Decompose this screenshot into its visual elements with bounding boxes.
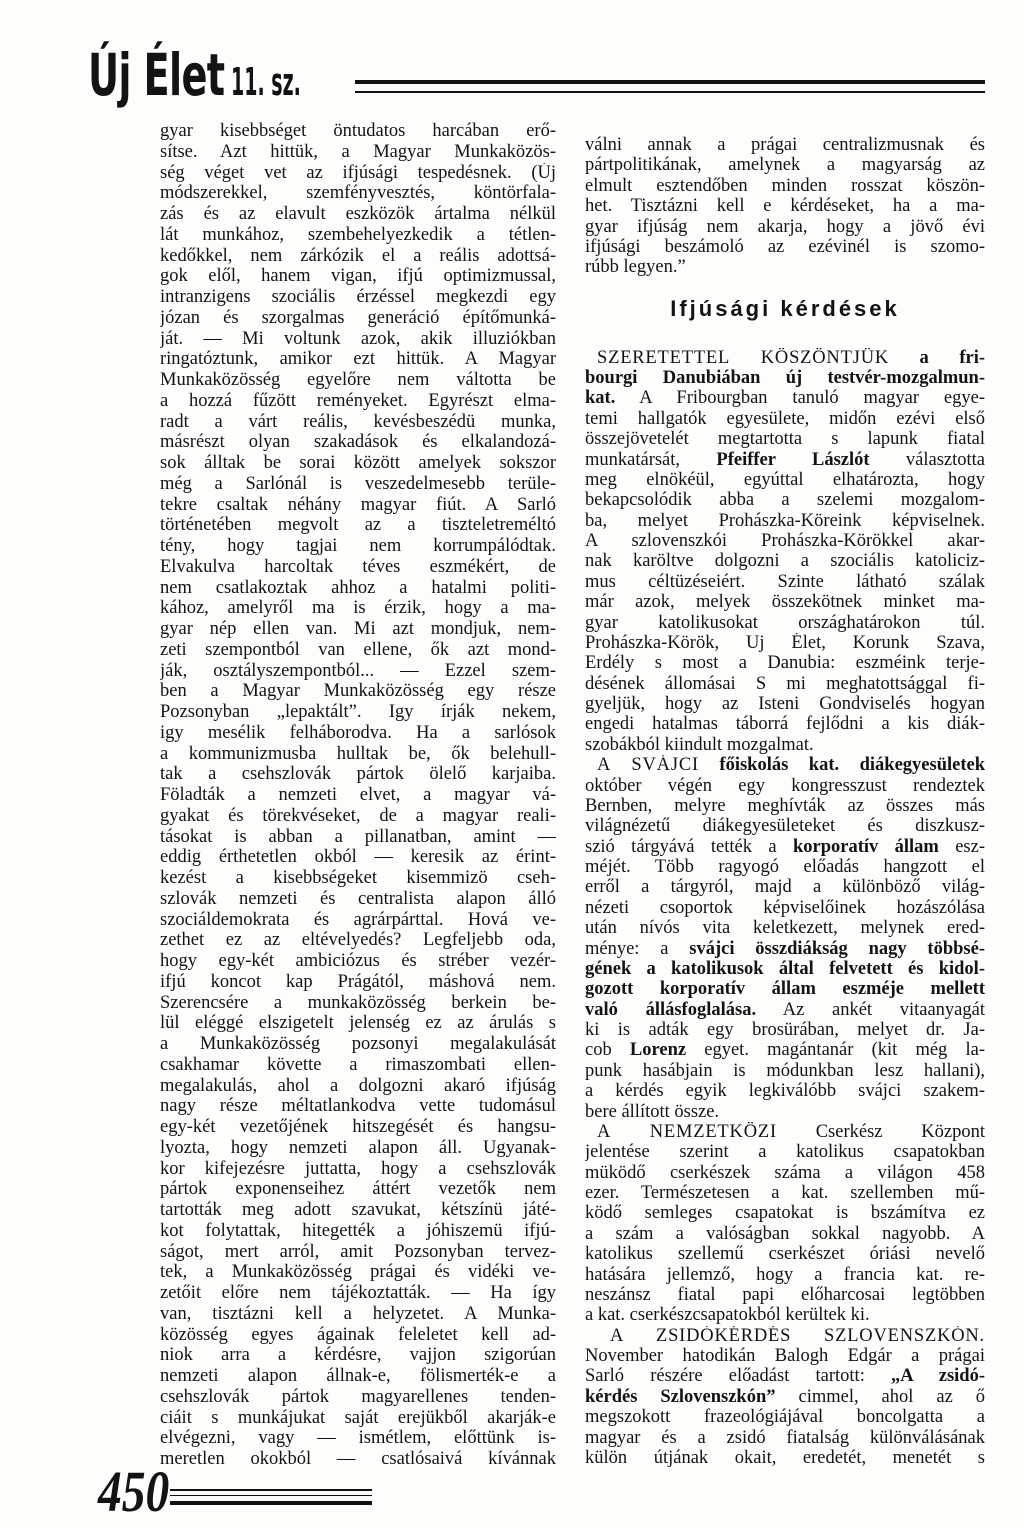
bold-text-run: Pfeiffer Lászlót bbox=[716, 449, 870, 470]
text-line: A szlovenszkói Prohászka-Körökkel akar- bbox=[585, 531, 985, 551]
text-line: nagy része méltatlankodva vette tudomásul bbox=[160, 1096, 556, 1117]
text-line: müködő cserkészek száma a világon 458 bbox=[585, 1162, 985, 1183]
text-line: rúbb legyen.” bbox=[585, 257, 686, 278]
text-line bbox=[585, 837, 985, 857]
article-ending bbox=[585, 135, 985, 278]
bold-text-run: bourgi Danubiában új testvér-mozgalmun- bbox=[585, 368, 985, 388]
text-line: a szám a valóságban sokkal nagyobb. A bbox=[585, 1223, 985, 1244]
text-run: Sarló részére előadást tartott: bbox=[585, 1366, 891, 1387]
text-line: szlovák nemzeti és centralista alapon álló bbox=[160, 888, 556, 909]
text-line: nemzeti alapon állnak-e, fölismerték-e a bbox=[160, 1366, 556, 1386]
masthead-rule bbox=[355, 80, 985, 93]
text-line: neszánsz fiatal papi előharcosai legtöbben bbox=[585, 1284, 985, 1305]
text-line: megszokott frazeológiájával boncolgatta a bbox=[585, 1407, 985, 1428]
text-line: egy-két vezetőjének hitszegését és hangsu- bbox=[160, 1117, 556, 1137]
text-line: sítse. Azt hittük, a Magyar Munkaközös- bbox=[160, 141, 556, 162]
text-run: A Fribourgban tanuló magyar egye- bbox=[615, 388, 985, 409]
text-line: nézeti csoportok képviselőinek hozászólása bbox=[585, 897, 985, 918]
text-line: gyar katolikusokat országhatárokon túl. bbox=[585, 612, 985, 633]
text-run: munkatársát, bbox=[585, 449, 717, 470]
text-line: Föladták a nemzeti elvet, a magyar vá- bbox=[160, 785, 556, 805]
text-line: tek, a Munkaközösség prágai és vidéki ve- bbox=[160, 1262, 556, 1283]
text-line: méjét. Több ragyogó előadás hangzott el bbox=[585, 857, 985, 877]
text-line: gyar nép ellen van. Mi azt mondjuk, nem- bbox=[160, 619, 556, 639]
text-line: zethet ez az eltévelyedés? Legfeljebb oda, bbox=[160, 930, 556, 951]
text-line: Elvakulva harcoltak téves eszmékért, de bbox=[160, 556, 556, 577]
caps-lead-in: SZERETETTEL KÖSZÖNTJÜK bbox=[597, 347, 890, 368]
text-line: kezést a kisebbségeket kisemmizö cseh- bbox=[160, 868, 556, 888]
text-line: ringatóztunk, amikor ezt hittük. A Magyar bbox=[160, 349, 556, 370]
text-line bbox=[585, 388, 985, 408]
text-run: Cserkész Központ bbox=[776, 1121, 985, 1142]
bold-text-run: svájci összdiákság nagy többsé- bbox=[689, 938, 985, 959]
text-line bbox=[585, 755, 985, 775]
text-line: gyeljük, hogy az Isteni Gondviselés hogyan bbox=[585, 694, 985, 714]
text-line: A ZSIDÓKÉRDÉS SZLOVENSZKÓN. bbox=[610, 1325, 985, 1346]
text-line: jelentése szerint a katolikus csapatokban bbox=[585, 1142, 985, 1163]
text-line: het. Tisztázni kell e kérdéseket, ha a ma- bbox=[585, 196, 985, 217]
text-line: szobákból kiindult mozgalmat. bbox=[585, 734, 814, 755]
text-line: lül eléggé elszigetelt jelenség ez az árulás s bbox=[160, 1013, 556, 1034]
text-line: szociáldemokrata és agrárpárttal. Hová ve- bbox=[160, 909, 556, 930]
text-line: ságot, mert arról, amit Pozsonyban tervez- bbox=[160, 1241, 556, 1262]
text-line: módszerekkel, szemfényvesztés, köntörfala- bbox=[160, 183, 556, 204]
text-line: zás és az elavult eszközök ártalma nélkül bbox=[160, 204, 556, 224]
text-line: a Munkaközösség pozsonyi megalakulását bbox=[160, 1034, 556, 1054]
text-line: ben a Magyar Munkaközösség egy része bbox=[160, 681, 556, 702]
text-line: csehszlovák pártok magyarellenes tenden- bbox=[160, 1386, 556, 1407]
text-line: hogy egy-két ambiciózus és stréber vezér- bbox=[160, 951, 556, 971]
text-run: esz- bbox=[938, 836, 985, 857]
text-line: gyar kisebbséget öntudatos harcában erő- bbox=[160, 121, 556, 141]
text-run: szió tárgyává tették a bbox=[585, 836, 793, 857]
bold-text-run: főiskolás kat. diákegyesületek bbox=[698, 755, 985, 776]
text-line bbox=[585, 368, 985, 388]
text-line: magyar és a zsidó fiatalság különválásának bbox=[585, 1427, 985, 1448]
bold-text-run: való állásfoglalása. bbox=[585, 999, 757, 1020]
text-line: désének állomásai S mi meghatottsággal fi- bbox=[585, 673, 985, 694]
news-item bbox=[585, 1122, 985, 1326]
text-line: radt a várt reális, kevésbeszédü munka, bbox=[160, 411, 556, 432]
text-line bbox=[585, 1387, 985, 1407]
news-subheading bbox=[585, 1326, 985, 1346]
text-line: Prohászka-Körök, Uj Élet, Korunk Szava, bbox=[585, 632, 985, 653]
text-line: hatására jellemző, hogy a francia kat. re- bbox=[585, 1264, 985, 1285]
text-line: tartották meg adott szavukat, kétszínü játé- bbox=[160, 1200, 556, 1220]
text-line: válni annak a prágai centralizmusnak és bbox=[585, 135, 985, 155]
section-heading: Ifjúsági kérdések bbox=[670, 295, 900, 321]
text-line: Pozsonyban „lepaktált”. Igy írják nekem, bbox=[160, 702, 556, 722]
text-line: ciáit s munkájukat saját erejükből akarják-e bbox=[160, 1407, 556, 1428]
text-line: eddig érthetetlen okból — keresik az érint- bbox=[160, 847, 556, 868]
text-line: ki is adták egy brosürában, melyet dr. Ja- bbox=[585, 1020, 985, 1040]
text-line: engedi hatalmas táborrá fejlődni a kis diák- bbox=[585, 714, 985, 735]
text-line: a kat. cserkészcsapatokból kerültek ki. bbox=[585, 1305, 870, 1326]
text-line: erről a tárgyról, majd a különböző világ- bbox=[585, 877, 985, 898]
text-run: Az ankét vitaanyagát bbox=[756, 999, 985, 1020]
text-line: sok álltak be sorai között amelyek sokszor bbox=[160, 453, 556, 473]
text-line: tásokat is abban a pillanatban, amint — bbox=[160, 826, 556, 847]
news-item bbox=[585, 755, 985, 1122]
text-line bbox=[585, 348, 985, 368]
text-line bbox=[585, 1040, 985, 1060]
text-line: pártok exponenseihez áttért vezetők nem bbox=[160, 1179, 556, 1200]
text-run: egyet. magántanár (kit még la- bbox=[686, 1040, 985, 1061]
text-line: a kommunizmusba hulltak be, ők belehull- bbox=[160, 743, 556, 764]
news-body bbox=[585, 1346, 985, 1468]
text-line: ját. — Mi voltunk azok, akik illuziókban bbox=[160, 328, 556, 349]
text-line: kához, amelyről ma is érzik, hogy a ma- bbox=[160, 598, 556, 619]
text-line bbox=[585, 979, 985, 999]
text-line: igy mesélik felháborodva. Ha a sarlósok bbox=[160, 722, 556, 743]
text-line: ködő semleges csapatokat is bszámítva ez bbox=[585, 1203, 985, 1224]
text-line: gok elől, hanem vigan, ifjú optimizmussal, bbox=[160, 266, 556, 287]
text-run: cob bbox=[585, 1040, 630, 1061]
text-line bbox=[585, 959, 985, 979]
text-line: zeti szempontból van ellene, ők azt mond- bbox=[160, 639, 556, 660]
footer-rule bbox=[170, 1489, 372, 1505]
text-line: megalakulás, ahol a dolgozni akaró ifjúság bbox=[160, 1075, 556, 1096]
text-line: kedőkkel, nem zárkózik el a reális adottsá- bbox=[160, 245, 556, 266]
text-line: meg elnökéül, egyúttal elhatározta, hogy bbox=[585, 469, 985, 490]
text-line: a kérdés egyik legkiválóbb svájci szakem- bbox=[585, 1081, 985, 1102]
text-line: külön útjának okait, eredetét, menetét s bbox=[585, 1447, 985, 1468]
bold-text-run: gozott korporatív állam eszméje mellett bbox=[585, 979, 985, 1000]
text-line: punk hasábjain is módunkban lesz hallani), bbox=[585, 1060, 985, 1081]
text-line: ség véget vet az ifjúsági tespedésnek. (Új bbox=[160, 162, 556, 183]
text-line: a hozzá fűzött reményeket. Egyrészt elma- bbox=[160, 390, 556, 411]
magazine-title: Új Élet bbox=[88, 41, 225, 109]
left-column bbox=[160, 121, 556, 1470]
bold-text-run: korporatív állam bbox=[792, 836, 939, 857]
text-line: gyar ifjúság nem akarja, hogy a jövő évi bbox=[585, 216, 985, 237]
text-line: intranzigens szociális érzéssel megkezdi egy bbox=[160, 287, 556, 307]
text-line: tekre csaltak néhány magyar fiút. A Sarló bbox=[160, 494, 556, 515]
text-line: még a Sarlónál is veszedelmesebb terüle- bbox=[160, 473, 556, 494]
text-line bbox=[585, 939, 985, 959]
text-line: már azok, melyek összekötnek minket ma- bbox=[585, 592, 985, 613]
text-line: után nívós vita keletkezett, melynek ered- bbox=[585, 918, 985, 939]
news-item bbox=[585, 348, 985, 756]
right-column bbox=[585, 135, 985, 1468]
text-line: másrészt olyan szakadások és elkalandozá- bbox=[160, 432, 556, 453]
text-line: lát munkához, szembehelyezkedik a tétlen- bbox=[160, 224, 556, 245]
text-line: ba, melyet Prohászka-Köreink képviselnek. bbox=[585, 510, 985, 531]
text-line: csakhamar követte a rimaszombati ellen- bbox=[160, 1054, 556, 1075]
text-line: meretlen okokból — csatlósaivá kívánnak bbox=[160, 1449, 556, 1469]
text-run: választotta bbox=[869, 449, 985, 470]
news-items bbox=[585, 348, 985, 1326]
text-line: tény, hogy tagjai nem korrumpálódtak. bbox=[160, 536, 556, 556]
article-continuation bbox=[160, 121, 556, 1470]
text-line: van, tisztázni kell a helyzetet. A Munka- bbox=[160, 1303, 556, 1324]
text-line: ezer. Természetesen a kat. szellemben mű- bbox=[585, 1183, 985, 1203]
text-line: ifjú koncot kap Prágától, máshová nem. bbox=[160, 971, 556, 992]
caps-lead-in: A SVÁJCI bbox=[597, 755, 699, 776]
text-line: zetőit előre nem tájékoztatták. — Ha így bbox=[160, 1283, 556, 1303]
text-line: összejövetelét megtartotta s lapunk fiatal bbox=[585, 429, 985, 450]
text-line: tak a csehszlovák pártok ölelő karjaiba. bbox=[160, 764, 556, 785]
text-run: ménye: a bbox=[585, 938, 690, 959]
text-line: lyozta, hogy nemzeti alapon áll. Ugyanak- bbox=[160, 1137, 556, 1158]
page-number: 450 bbox=[98, 1459, 170, 1524]
text-line: Erdély s most a Danubia: eszméink terje- bbox=[585, 653, 985, 674]
caps-lead-in: A NEMZETKÖZI bbox=[597, 1121, 777, 1142]
bold-text-run: kérdés Szlovenszkón” bbox=[585, 1386, 776, 1407]
text-line: közösség egyes ágainak feleletet kell ad- bbox=[160, 1324, 556, 1345]
text-line: ják, osztályszempontból... — Ezzel szem- bbox=[160, 660, 556, 681]
text-line: bere állított össze. bbox=[585, 1101, 720, 1122]
text-line: pártpolitikának, amelynek a magyarság az bbox=[585, 155, 985, 176]
text-line: bekapcsolódik abba a szelemi mozgalom- bbox=[585, 490, 985, 511]
text-line: kor kifejezésre juttatta, hogy a csehszlovák bbox=[160, 1158, 556, 1179]
text-line: temi hallgatók egyesülete, midőn ezévi első bbox=[585, 408, 985, 429]
text-line: niok arra a kérdésre, vajjon szigorúan bbox=[160, 1345, 556, 1366]
text-line: Szerencsére a munkaközösség berkein be- bbox=[160, 992, 556, 1013]
text-line: kot folytattak, hitegették a jóhiszemü ifjú- bbox=[160, 1220, 556, 1241]
text-run: cimmel, ahol az ő bbox=[775, 1386, 985, 1407]
bold-text-run: gének a katolikusok által felvetett és kidol- bbox=[585, 958, 985, 979]
text-line: ifjúsági beszámoló az ezévinél is szomo- bbox=[585, 236, 985, 257]
text-line: elvégezni, vagy — ismétlem, előttünk is- bbox=[160, 1428, 556, 1449]
issue-number: 11. sz. bbox=[231, 60, 301, 104]
text-line: józan és szorgalmas generáció építőmunká- bbox=[160, 307, 556, 328]
text-line: katolikus szellemű cserkészet óriási nevelő bbox=[585, 1244, 985, 1265]
text-line bbox=[585, 450, 985, 470]
text-line: gyakat és törekvéseket, de a magyar reali- bbox=[160, 805, 556, 826]
text-line bbox=[585, 1122, 985, 1142]
text-line: történetében megvolt az a tiszteletreméltó bbox=[160, 515, 556, 536]
bold-text-run: kat. bbox=[585, 388, 616, 409]
text-line: Bernben, melyre meghívták az összes más bbox=[585, 795, 985, 816]
text-line bbox=[585, 1000, 985, 1020]
text-line: nem csatlakoztak ahhoz a hatalmi politi- bbox=[160, 577, 556, 598]
text-line: elmult esztendőben minden rosszat köszön- bbox=[585, 175, 985, 196]
text-line bbox=[585, 1366, 985, 1386]
bold-text-run: Lorenz bbox=[629, 1040, 687, 1061]
text-line: világnézetű diákegyesületeket és diszkusz- bbox=[585, 816, 985, 837]
text-line: mus céltüzéseiért. Szinte látható szálak bbox=[585, 571, 985, 592]
text-line: nak karöltve dolgozni a szociális katoliciz- bbox=[585, 551, 985, 572]
text-line: Munkaközösség egyelőre nem váltotta be bbox=[160, 370, 556, 390]
bold-text-run: „A zsidó- bbox=[891, 1366, 985, 1387]
text-line: November hatodikán Balogh Edgár a prágai bbox=[585, 1346, 985, 1366]
bold-text-run: a fri- bbox=[889, 347, 985, 368]
text-line: október végén egy kongresszust rendeztek bbox=[585, 775, 985, 796]
